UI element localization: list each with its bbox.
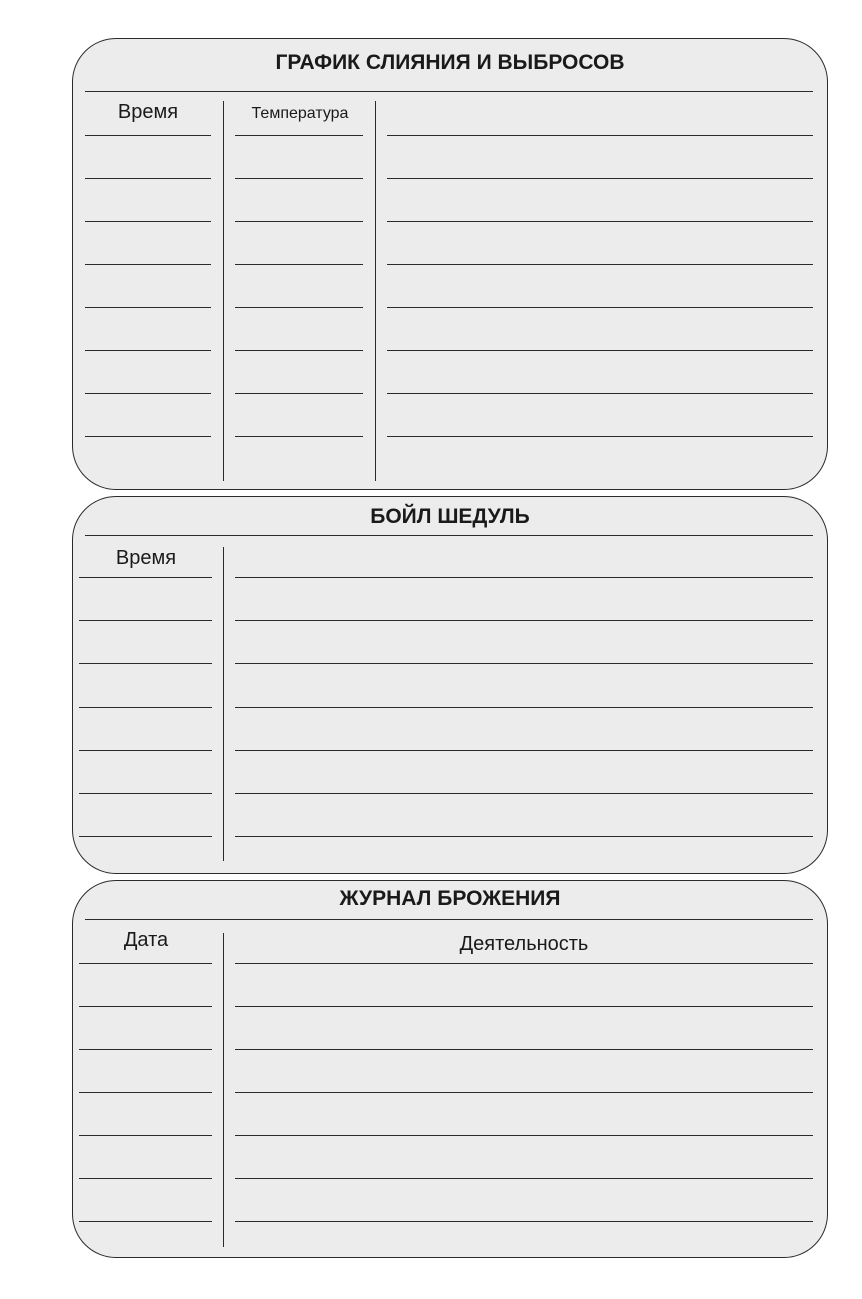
ruled-line <box>235 178 363 179</box>
ruled-line <box>85 221 211 222</box>
ruled-line <box>235 436 363 437</box>
ruled-line <box>235 836 813 837</box>
ruled-line <box>79 1135 212 1136</box>
ruled-line <box>79 1221 212 1222</box>
ruled-line <box>387 307 813 308</box>
ruled-line <box>79 836 212 837</box>
ruled-line <box>235 1006 813 1007</box>
column-divider <box>223 547 224 861</box>
ruled-line <box>387 436 813 437</box>
ruled-line <box>85 393 211 394</box>
ruled-line <box>79 620 212 621</box>
ruled-line <box>235 620 813 621</box>
ruled-line <box>235 307 363 308</box>
ruled-line <box>85 264 211 265</box>
ruled-line <box>79 1178 212 1179</box>
ruled-line <box>85 135 211 136</box>
ruled-line <box>85 178 211 179</box>
ruled-line <box>79 750 212 751</box>
column-divider <box>223 933 224 1247</box>
ruled-line <box>387 393 813 394</box>
ruled-line <box>235 1135 813 1136</box>
ruled-line <box>387 135 813 136</box>
ruled-line <box>235 663 813 664</box>
fermentation-log-panel <box>72 880 828 1258</box>
ruled-line <box>387 221 813 222</box>
ruled-line <box>79 707 212 708</box>
column-divider <box>223 101 224 481</box>
ruled-line <box>387 178 813 179</box>
title-divider <box>85 919 813 920</box>
ruled-line <box>235 577 813 578</box>
activity-column-header: Деятельность <box>459 933 589 955</box>
date-column-header: Дата <box>123 929 169 951</box>
ruled-line <box>235 963 813 964</box>
ruled-line <box>387 350 813 351</box>
ruled-line <box>235 1221 813 1222</box>
ruled-line <box>235 350 363 351</box>
ruled-line <box>235 793 813 794</box>
temperature-column-header: Температура <box>251 105 349 122</box>
ruled-line <box>79 1006 212 1007</box>
ruled-line <box>235 135 363 136</box>
ruled-line <box>387 264 813 265</box>
ruled-line <box>235 1178 813 1179</box>
boil-schedule-title: БОЙЛ ШЕДУЛЬ <box>370 505 530 528</box>
mash-schedule-panel <box>72 38 828 490</box>
ruled-line <box>79 793 212 794</box>
ruled-line <box>235 1049 813 1050</box>
ruled-line <box>235 264 363 265</box>
ruled-line <box>79 663 212 664</box>
fermentation-log-title: ЖУРНАЛ БРОЖЕНИЯ <box>339 887 561 910</box>
ruled-line <box>79 963 212 964</box>
ruled-line <box>235 707 813 708</box>
ruled-line <box>85 350 211 351</box>
ruled-line <box>79 1049 212 1050</box>
ruled-line <box>79 577 212 578</box>
column-divider <box>375 101 376 481</box>
ruled-line <box>79 1092 212 1093</box>
time-column-header: Время <box>117 101 179 123</box>
ruled-line <box>85 307 211 308</box>
ruled-line <box>235 221 363 222</box>
ruled-line <box>235 750 813 751</box>
title-divider <box>85 535 813 536</box>
mash-schedule-title: ГРАФИК СЛИЯНИЯ И ВЫБРОСОВ <box>275 51 625 74</box>
title-divider <box>85 91 813 92</box>
boil-schedule-panel <box>72 496 828 874</box>
time-column-header: Время <box>115 547 177 569</box>
ruled-line <box>235 393 363 394</box>
ruled-line <box>85 436 211 437</box>
ruled-line <box>235 1092 813 1093</box>
